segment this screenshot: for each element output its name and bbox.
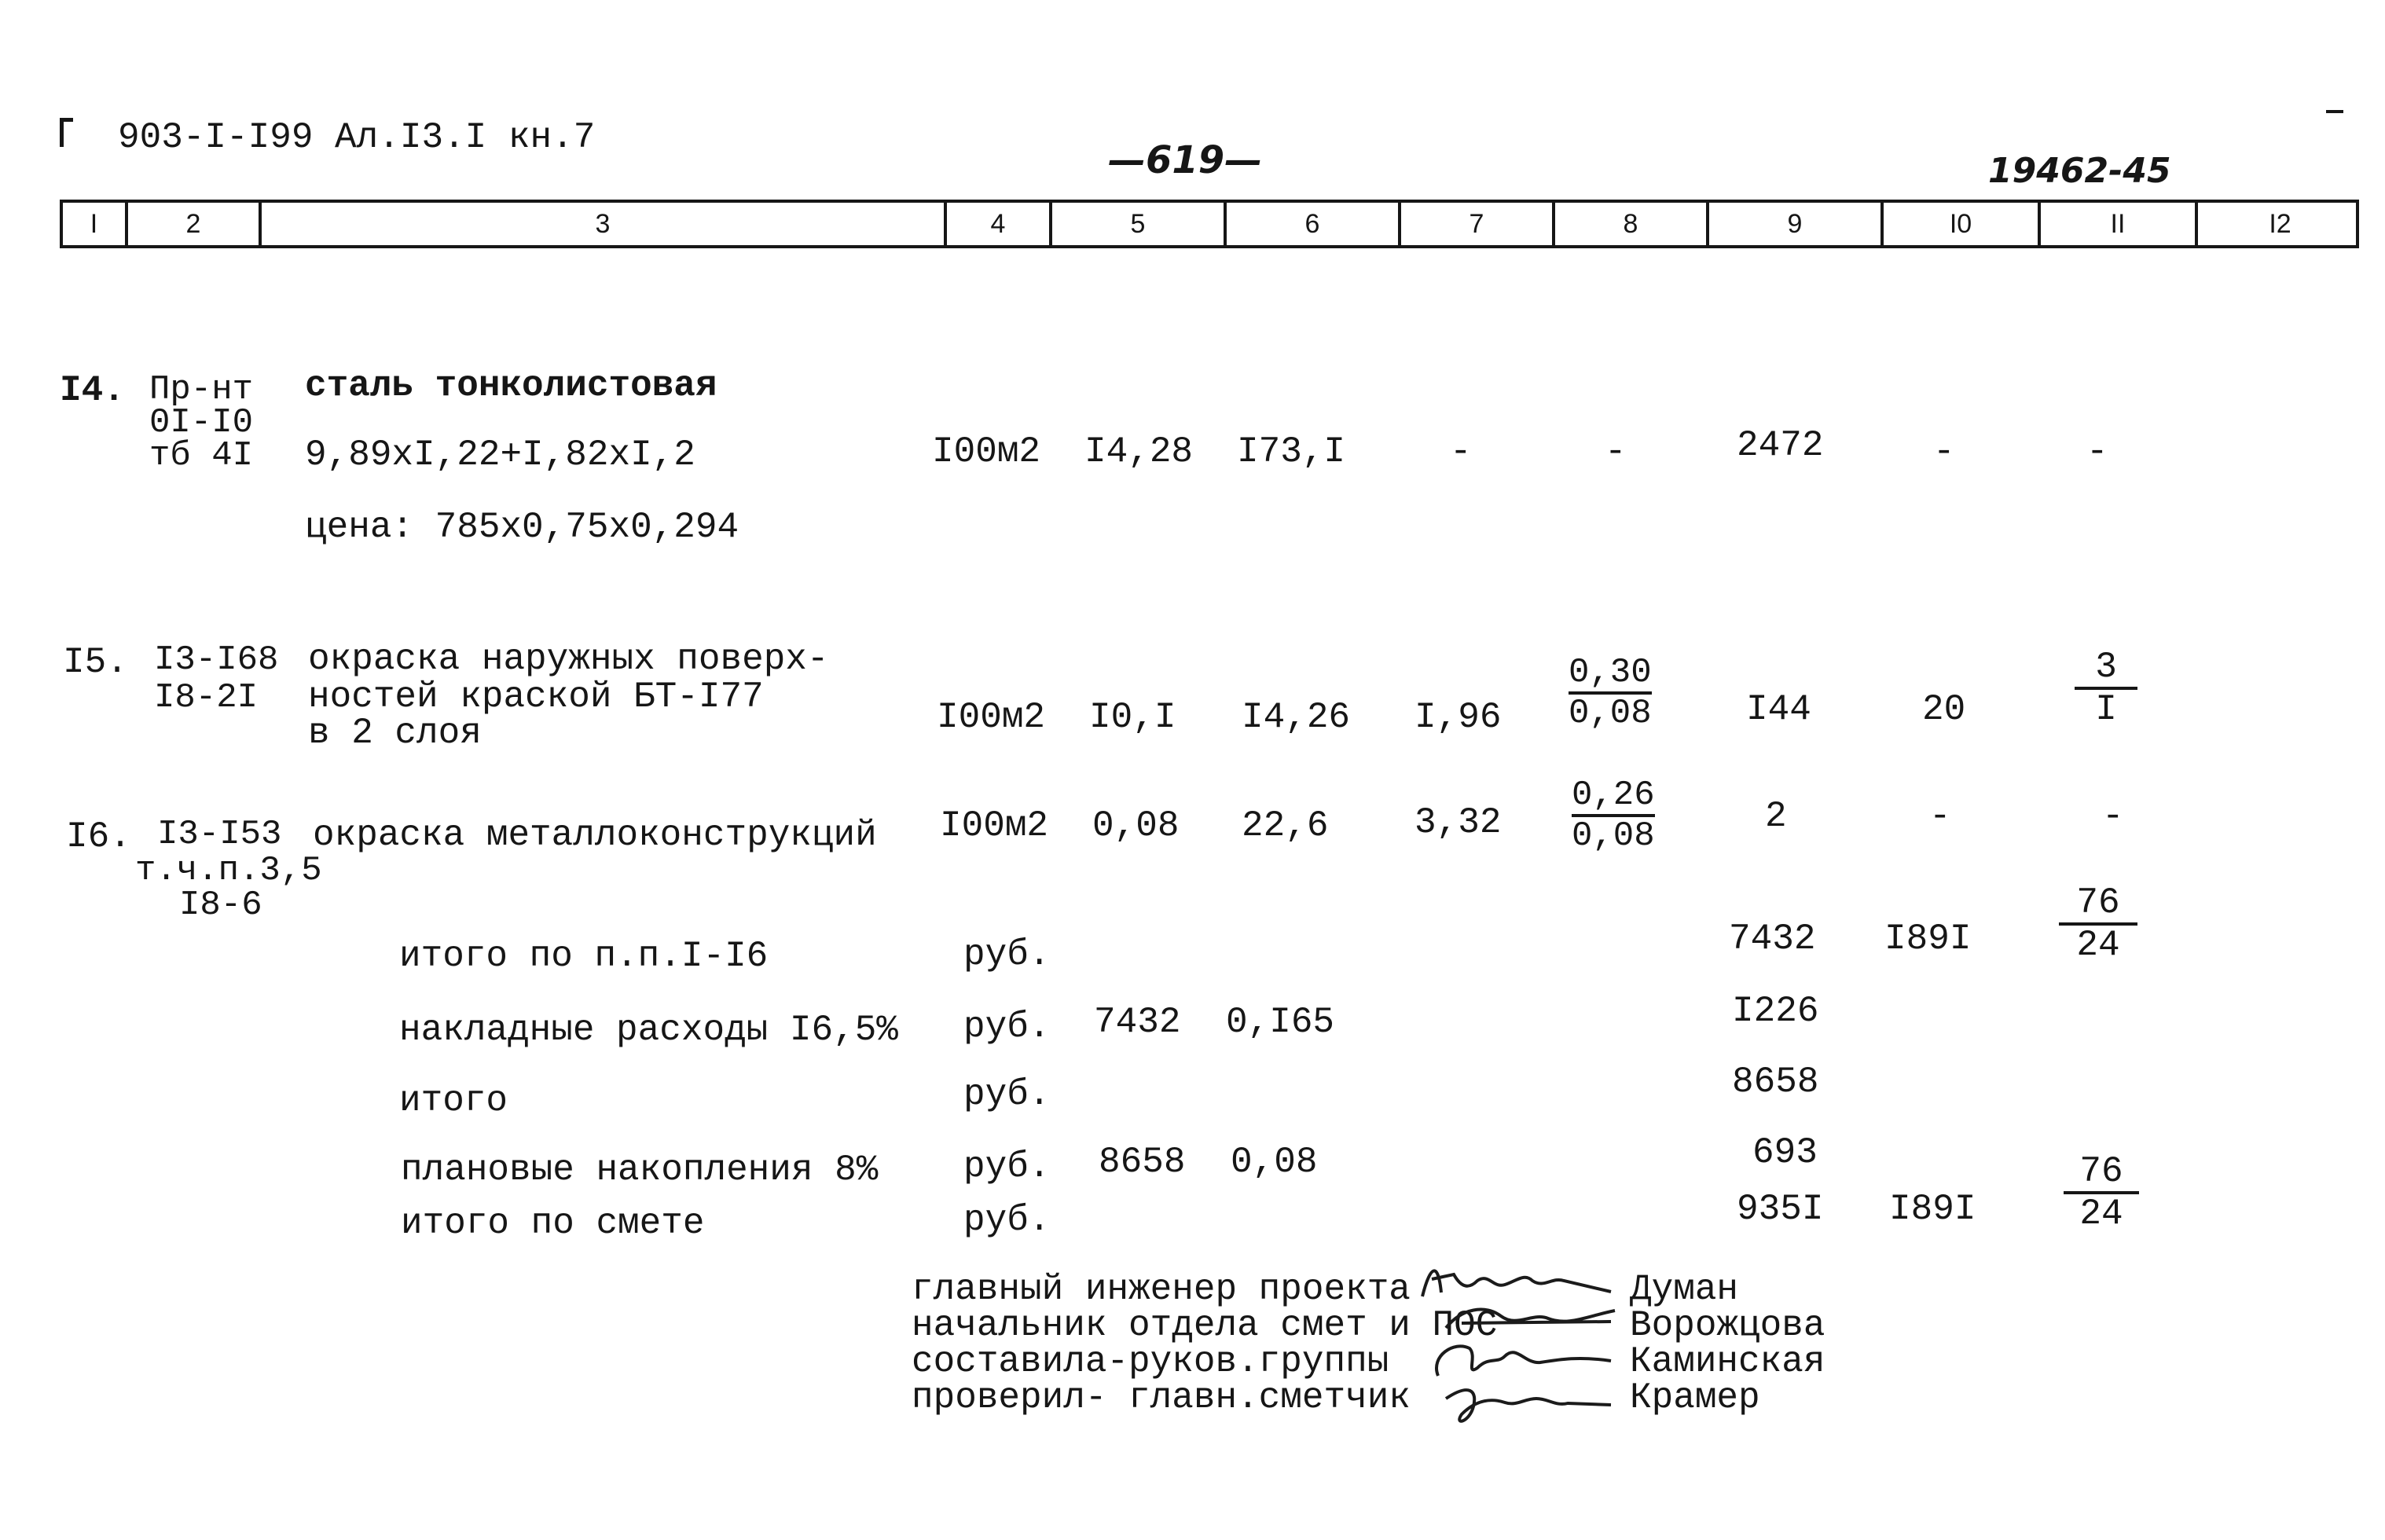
column-10-value: -: [1929, 796, 1951, 837]
summary-label: итого по п.п.I-I6: [399, 936, 769, 977]
summary-total: 693: [1752, 1132, 1818, 1173]
column-11-value: -: [2102, 796, 2124, 837]
column-7-value: -: [1450, 431, 1472, 472]
column-8-value: -: [1605, 431, 1627, 472]
quantity: 0,08: [1092, 805, 1180, 846]
rate-code: I3-I53: [157, 815, 282, 854]
column-header: 2: [128, 203, 262, 245]
handwritten-signature: [1430, 1375, 1635, 1430]
signatory-name: Думан: [1630, 1269, 1739, 1310]
unit: I00м2: [937, 697, 1046, 738]
row-number: I6.: [66, 816, 131, 857]
summary-label: итого: [399, 1080, 508, 1121]
summary-column-11-fraction: [2059, 882, 2137, 966]
row-number: I5.: [63, 642, 128, 683]
rate-code: Пр-нт: [149, 370, 254, 409]
summary-rate: 0,08: [1231, 1142, 1318, 1182]
column-header: 3: [262, 203, 947, 245]
column-header: 5: [1052, 203, 1227, 245]
work-description: окраска наружных поверх-: [308, 639, 829, 680]
summary-unit: руб.: [963, 1146, 1051, 1187]
column-7-value: I,96: [1414, 697, 1502, 738]
rate-code: I8-2I: [154, 678, 259, 717]
row-number: I4.: [60, 370, 125, 411]
signatory-name: Крамер: [1630, 1377, 1760, 1418]
summary-label: итого по смете: [401, 1203, 705, 1244]
work-description: ностей краской БТ-I77: [308, 676, 764, 717]
summary-total: 7432: [1729, 918, 1816, 959]
fraction-numerator: 0,26: [1572, 776, 1655, 815]
rate-code: I3-I68: [154, 640, 279, 680]
unit-price: I4,26: [1242, 697, 1351, 738]
quantity: I4,28: [1084, 431, 1194, 472]
summary-rate: 0,I65: [1226, 1002, 1335, 1043]
signatory-name: Каминская: [1630, 1341, 1825, 1382]
rate-code: I8-6: [179, 886, 262, 925]
column-7-value: 3,32: [1414, 802, 1502, 843]
summary-column-11-fraction: [2064, 1153, 2139, 1232]
work-description: цена: 785х0,75х0,294: [305, 507, 739, 548]
archive-number: 19462-45: [1988, 151, 2171, 191]
column-header: 4: [947, 203, 1052, 245]
rate-code: т.ч.п.3,5: [135, 851, 322, 890]
work-description: в 2 слоя: [308, 713, 482, 754]
document-code: 903-I-I99 Ал.I3.I кн.7: [118, 117, 596, 158]
signatory-role: главный инженер проекта: [912, 1269, 1411, 1310]
unit-price: 22,6: [1242, 805, 1329, 846]
fraction-denominator: 0,08: [1572, 816, 1655, 856]
total-cost: 2: [1765, 796, 1787, 837]
summary-label: накладные расходы I6,5%: [399, 1010, 898, 1050]
column-10-value: -: [1933, 431, 1955, 472]
corner-mark: [60, 118, 73, 147]
column-8-fraction: [1572, 776, 1655, 856]
work-description: окраска металлоконструкций: [313, 815, 877, 856]
summary-base: 7432: [1094, 1002, 1181, 1043]
summary-base: 8658: [1099, 1142, 1186, 1182]
fraction-denominator: I: [2095, 689, 2117, 730]
column-10-value: 20: [1922, 689, 1966, 730]
unit: I00м2: [940, 805, 1049, 846]
fraction-numerator: 3: [2095, 647, 2117, 688]
unit-price: I73,I: [1237, 431, 1346, 472]
rate-code: тб 4I: [149, 436, 254, 475]
signatory-role: начальник отдела смет и ПОС: [912, 1305, 1498, 1346]
column-header: 6: [1227, 203, 1401, 245]
rate-code: 0I-I0: [149, 403, 254, 442]
summary-unit: руб.: [963, 1074, 1051, 1115]
column-header: II: [2041, 203, 2198, 245]
fraction-denominator: 24: [2076, 925, 2120, 966]
fraction-numerator: 76: [2079, 1151, 2123, 1192]
total-cost: I44: [1746, 689, 1811, 730]
column-11-value: -: [2086, 431, 2108, 472]
fraction-numerator: 76: [2076, 882, 2120, 923]
fraction-denominator: 0,08: [1569, 694, 1652, 733]
column-header: 9: [1709, 203, 1884, 245]
page-number: —619—: [1108, 138, 1263, 182]
signatory-role: составила-руков.группы: [912, 1341, 1389, 1382]
summary-label: плановые накопления 8%: [401, 1150, 879, 1190]
fraction-numerator: 0,30: [1569, 653, 1652, 692]
signatory-role: проверил- главн.сметчик: [912, 1377, 1411, 1418]
quantity: I0,I: [1089, 697, 1176, 738]
total-cost: 2472: [1737, 425, 1824, 466]
summary-total: 8658: [1732, 1062, 1819, 1102]
column-header-row: [60, 200, 2359, 248]
summary-unit: руб.: [963, 1006, 1051, 1047]
signatory-name: Ворожцова: [1630, 1305, 1825, 1346]
summary-column-10: I89I: [1884, 918, 1972, 959]
column-header: I0: [1884, 203, 2041, 245]
work-description: сталь тонколистовая: [305, 365, 717, 406]
column-8-fraction: [1569, 655, 1652, 731]
work-description: 9,89хI,22+I,82хI,2: [305, 434, 695, 475]
column-header: I2: [2269, 208, 2291, 239]
unit: I00м2: [932, 431, 1041, 472]
summary-total: 935I: [1737, 1189, 1824, 1230]
edge-mark: [2326, 110, 2343, 113]
column-11-fraction: [2075, 649, 2137, 728]
summary-total: I226: [1732, 991, 1819, 1032]
fraction-denominator: 24: [2079, 1194, 2123, 1234]
summary-unit: руб.: [963, 1200, 1051, 1241]
summary-column-10: I89I: [1889, 1189, 1976, 1230]
column-header: I: [63, 203, 128, 245]
column-header: 8: [1555, 203, 1709, 245]
column-header: 7: [1401, 203, 1555, 245]
summary-unit: руб.: [963, 934, 1051, 975]
